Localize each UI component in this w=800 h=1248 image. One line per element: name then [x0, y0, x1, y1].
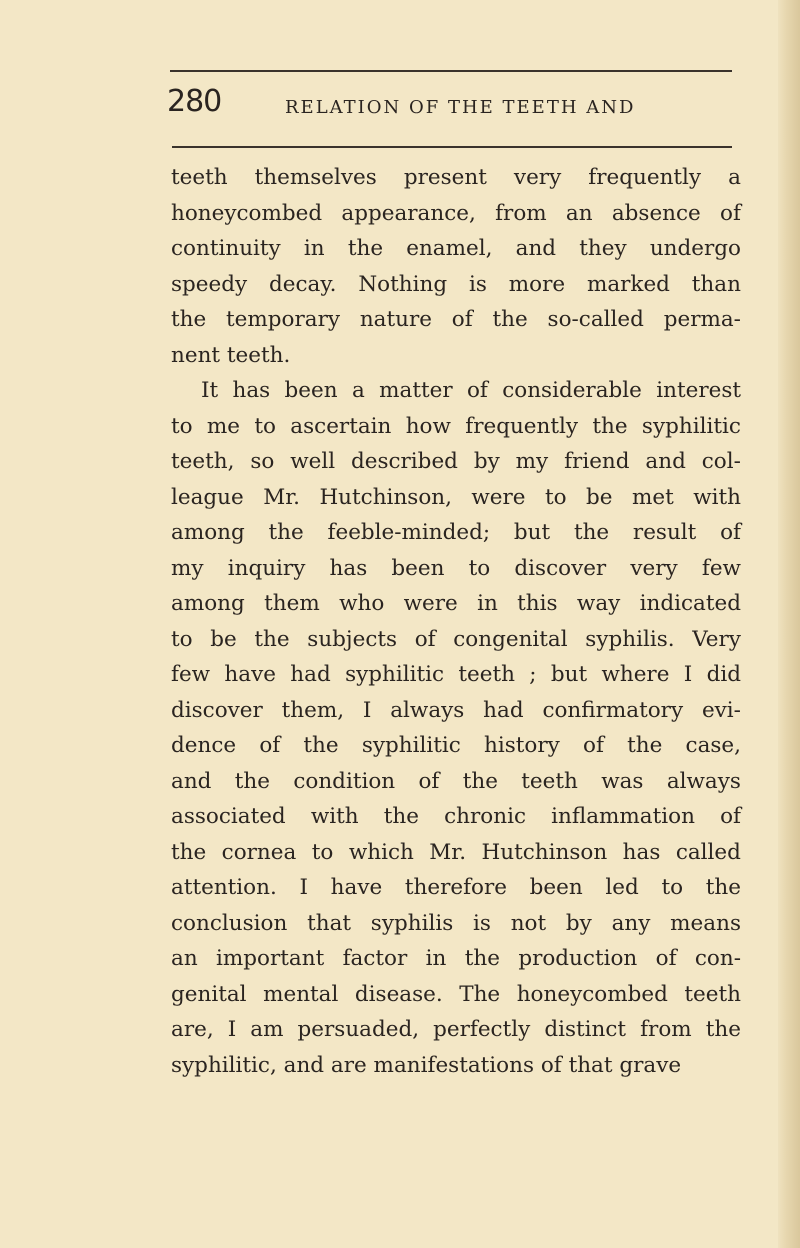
body-text: [171, 160, 741, 1083]
text-line: are, I am persuaded, perfectly distinct from the: [171, 1017, 741, 1042]
text-line: dence of the syphilitic history of the case,: [171, 733, 741, 758]
text-line: an important factor in the production of con-: [171, 946, 741, 971]
text-line: few have had syphilitic teeth ; but where I did: [171, 662, 741, 687]
text-line: teeth, so well described by my friend and col-: [171, 449, 741, 474]
text-line: conclusion that syphilis is not by any means: [171, 910, 741, 936]
text-line: attention. I have therefore been led to the: [171, 875, 741, 900]
text-line: and the condition of the teeth was always: [171, 768, 741, 794]
running-head: RELATION OF THE TEETH AND: [285, 97, 636, 118]
text-line: to me to ascertain how frequently the syphilitic: [171, 413, 741, 439]
text-line: It has been a matter of considerable interest: [201, 378, 741, 403]
text-line: syphilitic, and are manifestations of that grave: [171, 1052, 682, 1078]
text-line: speedy decay. Nothing is more marked than: [171, 271, 741, 297]
text-line: my inquiry has been to discover very few: [171, 555, 741, 581]
text-line: to be the subjects of congenital syphilis. Very: [171, 626, 741, 652]
page-edge: [778, 0, 800, 1248]
text-line: league Mr. Hutchinson, were to be met with: [171, 484, 741, 510]
text-line: continuity in the enamel, and they undergo: [171, 236, 741, 261]
text-line: teeth themselves present very frequently a: [171, 165, 741, 190]
header-rule-bottom: [172, 146, 732, 148]
text-line: the temporary nature of the so-called perma-: [171, 307, 741, 332]
text-line: discover them, I always had confirmatory evi-: [171, 697, 741, 723]
text-line: genital mental disease. The honeycombed teeth: [171, 981, 741, 1007]
text-line: nent teeth.: [171, 342, 291, 368]
header-rule-top: [170, 70, 732, 72]
text-line: the cornea to which Mr. Hutchinson has called: [171, 839, 741, 865]
text-line: among the feeble-minded; but the result of: [171, 520, 741, 545]
text-line: honeycombed appearance, from an absence of: [171, 200, 741, 226]
text-line: associated with the chronic inflammation of: [171, 804, 741, 829]
text-line: among them who were in this way indicated: [171, 591, 741, 616]
page-number: 280: [167, 84, 222, 119]
